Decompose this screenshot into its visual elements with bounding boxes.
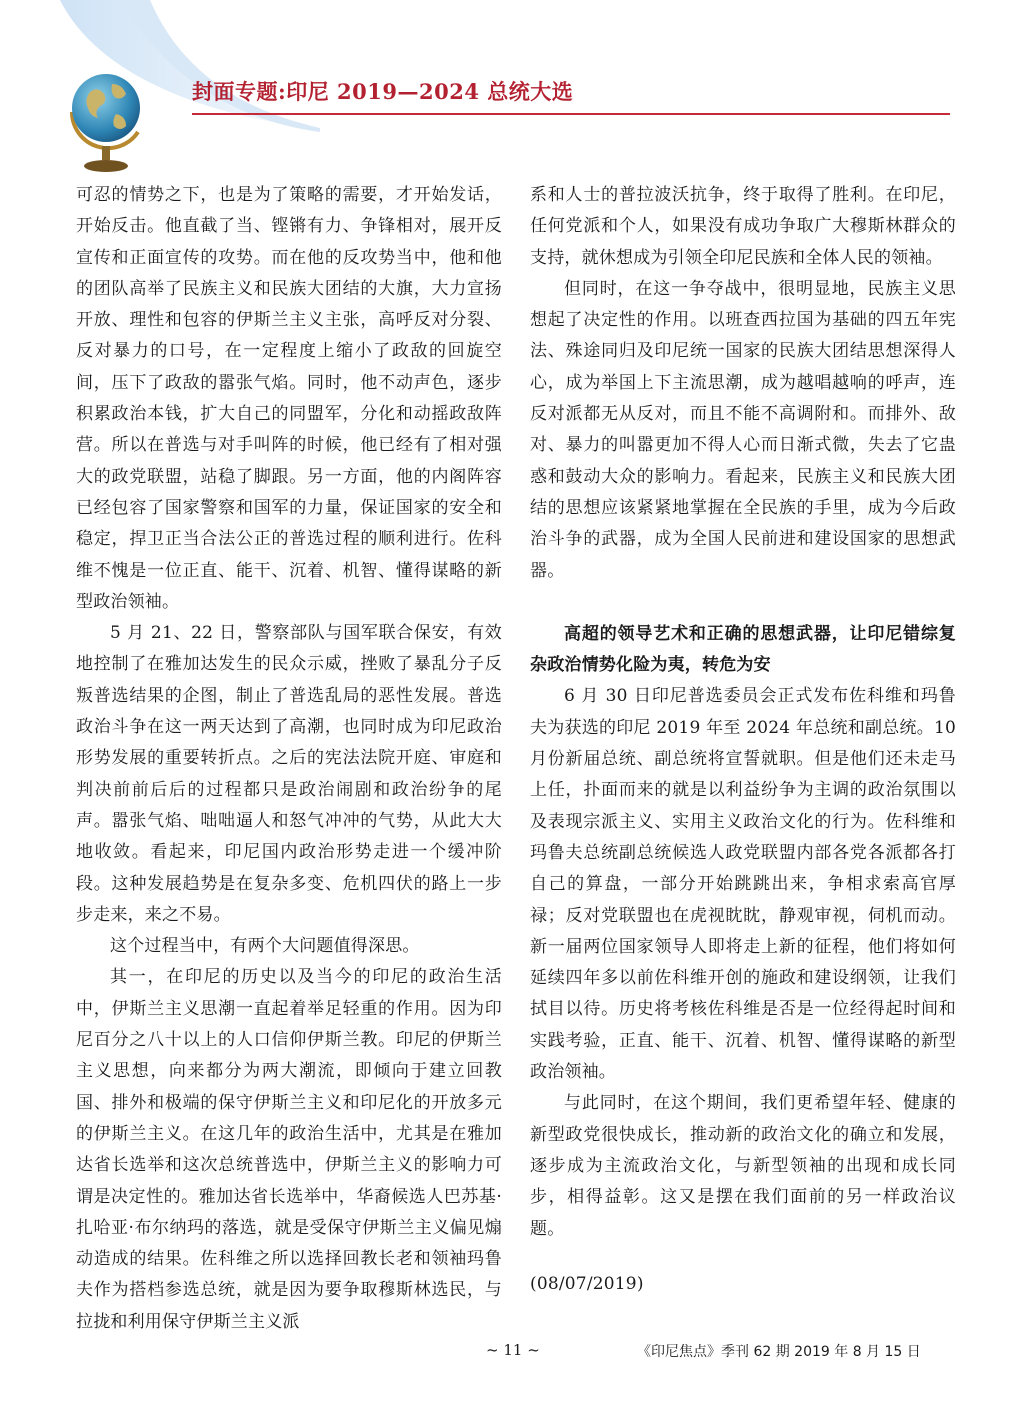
- paragraph: 6 月 30 日印尼普选委员会正式发布佐科维和玛鲁夫为获选的印尼 2019 年至 2024 年总统和副总统。10 月份新届总统、副总统将宣誓就职。但是他们还未走马上任，扑面而来的就是以利益纷争为主调的政治氛围以及表现宗派主义、实用主义政治文化的行为。佐科维和玛鲁夫总统副总统候选人政党联盟内部各党各派都各打自己的算盘，一部分开始跳跳出来，争相求索高官厚禄；反对党联盟也在虎视眈眈，静观审视，伺机而动。新一届两位国家领导人即将走上新的征程，他们将如何延续四年多以前佐科维开创的施政和建设纲领，让我们拭目以待。历史将考核佐科维是否是一位经得起时间和实践考验，正直、能干、沉着、机智、懂得谋略的新型政治领袖。: [530, 686, 956, 1083]
- globe-icon: [60, 62, 152, 174]
- left-column: [76, 180, 502, 1338]
- paragraph: 与此同时，在这个期间，我们更希望年轻、健康的新型政党很快成长，推动新的政治文化的确立和发展，逐步成为主流政治文化，与新型领袖的出现和成长同步，相得益彰。这又是摆在我们面前的另一样政治议题。: [530, 1093, 956, 1239]
- paragraph: 但同时，在这一争夺战中，很明显地，民族主义思想起了决定性的作用。以班查西拉国为基础的四五年宪法、殊途同归及印尼统一国家的民族大团结思想深得人心，成为举国上下主流思潮，成为越唱越响的呼声，连反对派都无从反对，而且不能不高调附和。而排外、敌对、暴力的叫嚣更加不得人心而日渐式微，失去了它蛊惑和鼓动大众的影响力。看起来，民族主义和民族大团结的思想应该紧紧地掌握在全民族的手里，成为今后政治斗争的武器，成为全国人民前进和建设国家的思想武器。: [530, 278, 956, 581]
- journal-info: 《印尼焦点》季刊 62 期 2019 年 8 月 15 日: [637, 1344, 921, 1360]
- paragraph: 系和人士的普拉波沃抗争，终于取得了胜利。在印尼，任何党派和个人，如果没有成功争取广大穆斯林群众的支持，就休想成为引领全印尼民族和全体人民的领袖。: [530, 185, 956, 268]
- paragraph: 这个过程当中，有两个大问题值得深思。: [110, 936, 420, 957]
- date-stamp: (08/07/2019): [530, 1273, 644, 1294]
- section-heading: 高超的领导艺术和正确的思想武器，让印尼错综复杂政治情势化险为夷，转危为安: [530, 623, 956, 676]
- header-title: 封面专题:印尼 2019—2024 总统大选: [192, 79, 574, 104]
- page-number: ~ 11 ~: [486, 1341, 540, 1359]
- paragraph: 可忍的情势之下，也是为了策略的需要，才开始发话，开始反击。他直截了当、铿锵有力、争锋相对，展开反宣传和正面宣传的攻势。而在他的反攻势当中，他和他的团队高举了民族主义和民族大团结的大旗，大力宣扬开放、理性和包容的伊斯兰主义主张，高呼反对分裂、反对暴力的口号，在一定程度上缩小了政敌的回旋空间，压下了政敌的嚣张气焰。同时，他不动声色，逐步积累政治本钱，扩大自己的同盟军，分化和动摇政敌阵营。所以在普选与对手叫阵的时候，他已经有了相对强大的政党联盟，站稳了脚跟。另一方面，他的内阁阵容已经包容了国家警察和国军的力量，保证国家的安全和稳定，捍卫正当合法公正的普选过程的顺利进行。佐科维不愧是一位正直、能干、沉着、机智、懂得谋略的新型政治领袖。: [76, 185, 502, 612]
- paragraph: 5 月 21、22 日，警察部队与国军联合保安，有效地控制了在雅加达发生的民众示威，挫败了暴乱分子反叛普选结果的企图，制止了普选乱局的恶性发展。普选政治斗争在这一两天达到了高潮，也同时成为印尼政治形势发展的重要转折点。之后的宪法法院开庭、审庭和判决前前后后的过程都只是政治闹剧和政治纷争的尾声。嚣张气焰、咄咄逼人和怒气冲冲的气势，从此大大地收敛。看起来，印尼国内政治形势走进一个缓冲阶段。这种发展趋势是在复杂多变、危机四伏的路上一步步走来，来之不易。: [76, 623, 502, 925]
- right-column: [530, 180, 956, 1300]
- header-rule: [192, 113, 950, 115]
- paragraph: 其一，在印尼的历史以及当今的印尼的政治生活中，伊斯兰主义思潮一直起着举足轻重的作用。因为印尼百分之八十以上的人口信仰伊斯兰教。印尼的伊斯兰主义思想，向来都分为两大潮流，即倾向于建立回教国、排外和极端的保守伊斯兰主义和印尼化的开放多元的伊斯兰主义。在这几年的政治生活中，尤其是在雅加达省长选举和这次总统普选中，伊斯兰主义的影响力可谓是决定性的。雅加达省长选举中，华裔候选人巴苏基·扎哈亚·布尔纳玛的落选，就是受保守伊斯兰主义偏见煽动造成的结果。佐科维之所以选择回教长老和领袖玛鲁夫作为搭档参选总统，就是因为要争取穆斯林选民，与拉拢和利用保守伊斯兰主义派: [76, 967, 502, 1332]
